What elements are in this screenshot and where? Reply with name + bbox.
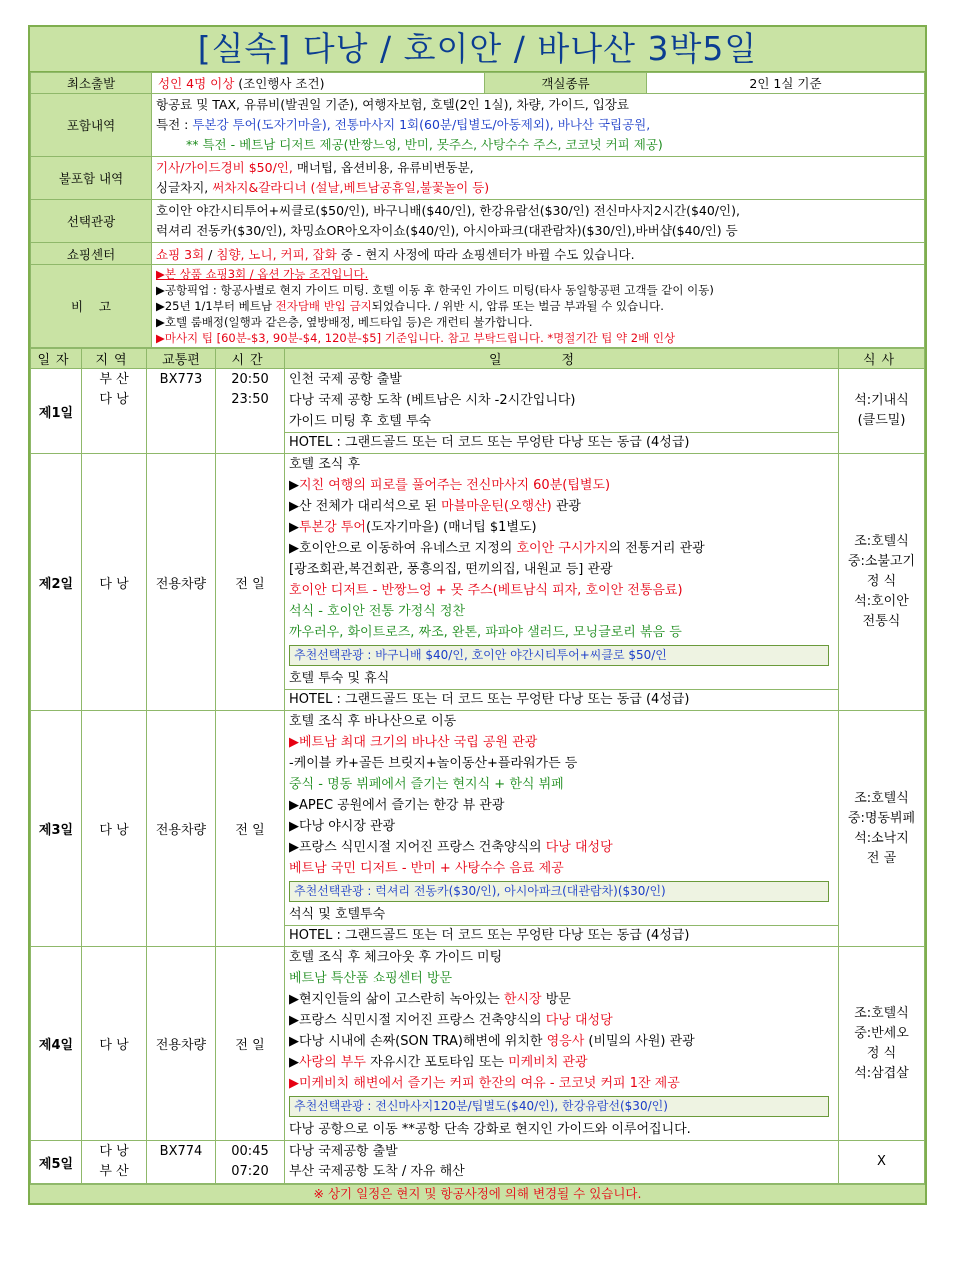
day-transport: 전용차량 [147, 711, 216, 947]
day-itinerary [285, 947, 839, 1141]
hotel-info: HOTEL : 그랜드골드 또는 더 코드 또는 무엉탄 다낭 또는 동급 (4성급) [285, 689, 838, 710]
shopping-sep: / [204, 246, 217, 262]
included-content [152, 94, 925, 157]
day-label: 제4일 [31, 947, 82, 1141]
meal-lunch: 중:소불고기 [847, 554, 916, 569]
day-row [31, 947, 925, 1141]
day-time: 전 일 [216, 947, 285, 1141]
itinerary-item: 석식 - 호이안 전통 가정식 정찬 [289, 604, 466, 619]
itinerary-item: 호텔 조식 후 체크아웃 후 가이드 미팅 [289, 950, 503, 965]
col-meal: 식사 [839, 349, 925, 369]
remark-3b: 전자담배 반입 금지 [275, 299, 372, 313]
optional-tour-label: 선택관광 [31, 200, 152, 243]
meal-note: (클드밀) [857, 413, 906, 428]
benefit-prefix: 특전 : [156, 117, 193, 132]
guide-fee: 기사/가이드경비 $50/인, [156, 160, 293, 175]
excluded-items: 매너팁, 옵션비용, 유류비변동분, [292, 160, 474, 175]
itinerary-item: 다낭 국제공항 출발 [289, 1144, 398, 1159]
included-line-3: ** 특전 - 베트남 디저트 제공(반짱느엉, 반미, 못주스, 사탕수수 주스, 코코넛 커피 제공) [186, 137, 663, 152]
remark-3a: ▶25년 1/1부터 베트남 [156, 299, 276, 313]
day-label: 제1일 [31, 369, 82, 454]
itinerary-sheet [28, 25, 927, 1205]
day-transport: BX773 [147, 369, 216, 454]
single-charge: 싱글차지, [156, 180, 213, 195]
itinerary-item: 호텔 투숙 및 휴식 [289, 671, 390, 686]
optional-line-2: 럭셔리 전동카($30/인), 차밍쇼OR아오자이쇼($40/인), 아시아파크(대관람차)($30/인),바버샵($40/인) 등 [156, 223, 738, 238]
itinerary-item: 부산 국제공항 도착 / 자유 해산 [289, 1164, 465, 1179]
day-transport: BX774 [147, 1141, 216, 1184]
itinerary-item: ▶호이안으로 이동하여 유네스코 지정의 호이안 구시가지의 전통거리 관광 [289, 541, 705, 556]
meal-breakfast: 조:호텔식 [854, 1005, 909, 1021]
meal-dinner: 석:호이안 [854, 594, 909, 609]
itinerary-item: ▶투본강 투어(도자기마을) (매너팁 $1별도) [289, 520, 537, 535]
day-region [82, 1141, 147, 1184]
day-meals [839, 454, 925, 711]
included-line-1: 항공료 및 TAX, 유류비(발권일 기준), 여행자보험, 호텔(2인 1실), 차량, 가이드, 입장료 [156, 97, 629, 112]
col-transport: 교통편 [147, 349, 216, 369]
day-region: 다 낭 [82, 947, 147, 1141]
itinerary-item: ▶다낭 시내에 손짜(SON TRA)해변에 위치한 영응사 (비밀의 사원) 관광 [289, 1034, 695, 1049]
hotel-info: HOTEL : 그랜드골드 또는 더 코드 또는 무엉탄 다낭 또는 동급 (4성급) [285, 432, 838, 453]
day-time: 전 일 [216, 711, 285, 947]
recommended-option: 추천선택관광 : 전신마사지120분/팁별도($40/인), 한강유람선($30/인) [289, 1096, 829, 1117]
recommended-option: 추천선택관광 : 바구니배 $40/인, 호이안 야간시티투어+씨클로 $50/인 [289, 645, 829, 666]
min-depart-label: 최소출발 [31, 73, 152, 94]
day-meals [839, 947, 925, 1141]
col-itinerary: 일정 [285, 349, 839, 369]
day-region: 다 낭 [82, 454, 147, 711]
meal-breakfast: 조:호텔식 [854, 534, 909, 549]
itinerary-item: 호텔 조식 후 [289, 457, 361, 472]
day-itinerary [285, 1141, 839, 1184]
page-title: [실속] 다낭 / 호이안 / 바나산 3박5일 [30, 27, 925, 72]
info-table [30, 72, 925, 348]
hotel-info: HOTEL : 그랜드골드 또는 더 코드 또는 무엉탄 다낭 또는 동급 (4성급) [285, 925, 838, 946]
remark-5: ▶마사지 팁 [60분-$3, 90분-$4, 120분-$5] 기준입니다. 참고 부탁드립니다. *명절기간 팁 약 2배 인상 [156, 331, 676, 345]
day-row [31, 369, 925, 454]
meal-dinner-2: 전 골 [866, 850, 897, 866]
itinerary-item: ▶다낭 야시장 관광 [289, 819, 396, 834]
itinerary-item: ▶지친 여행의 피로를 풀어주는 전신마사지 60분(팁별도) [289, 478, 611, 493]
remark-1: ▶본 상품 쇼핑3회 / 옵션 가능 조건입니다. [156, 267, 369, 281]
itinerary-item: 가이드 미팅 후 호텔 투숙 [289, 414, 432, 429]
day-region: 다 낭 [82, 711, 147, 947]
excluded-content [152, 157, 925, 200]
col-time: 시간 [216, 349, 285, 369]
day-time: 전 일 [216, 454, 285, 711]
itinerary-item: ▶APEC 공원에서 즐기는 한강 뷰 관광 [289, 798, 505, 813]
room-type-value: 2인 1실 기준 [647, 73, 925, 94]
itinerary-item: 호텔 조식 후 바나산으로 이동 [289, 714, 457, 729]
optional-tour-content [152, 200, 925, 243]
day-transport: 전용차량 [147, 454, 216, 711]
meal-lunch-2: 정 식 [866, 574, 897, 589]
col-day: 일자 [31, 349, 82, 369]
day-label: 제2일 [31, 454, 82, 711]
day-row [31, 454, 925, 711]
region-to: 부 산 [99, 1164, 129, 1179]
itinerary-item: ▶사랑의 부두 자유시간 포토타임 또는 미케비치 관광 [289, 1055, 588, 1070]
meal-lunch: 중:명동뷔페 [847, 810, 916, 826]
optional-line-1: 호이안 야간시티투어+씨클로($50/인), 바구니배($40/인), 한강유람선($30/인) 전신마사지2시간($40/인), [156, 203, 740, 218]
itinerary-item: ▶미케비치 해변에서 즐기는 커피 한잔의 여유 - 코코넛 커피 1잔 제공 [289, 1076, 680, 1091]
region-from: 다 낭 [99, 1144, 129, 1159]
room-type-label: 객실종류 [485, 73, 647, 94]
included-line-2 [156, 115, 920, 135]
min-depart-note: (조인행사 조건) [238, 76, 325, 91]
day-label: 제5일 [31, 1141, 82, 1184]
remarks-content [152, 265, 925, 348]
benefit-list: 투본강 투어(도자기마을), 전통마사지 1회(60분/팁별도/아동제외), 바나산 국립공원, [192, 117, 651, 132]
itinerary-item: ▶프랑스 식민시절 지어진 프랑스 건축양식의 다낭 대성당 [289, 1013, 613, 1028]
shopping-note: 중 - 현지 사정에 따라 쇼핑센터가 바뀔 수도 있습니다. [336, 246, 635, 262]
time-depart: 00:45 [231, 1144, 269, 1159]
remarks-label: 비 고 [31, 265, 152, 348]
remark-2: ▶공항픽업 : 항공사별로 현지 가이드 미팅. 호텔 이동 후 한국인 가이드 미팅(타사 동일항공편 고객들 같이 이동) [156, 283, 714, 297]
meal-breakfast: 조:호텔식 [854, 790, 909, 806]
meal-dinner: 석:기내식 [854, 393, 909, 408]
itinerary-item: 까우러우, 화이트로즈, 짜조, 완톤, 파파야 샐러드, 모닝글로리 볶음 등 [289, 625, 682, 640]
itinerary-item: 호이안 디저트 - 반짱느엉 + 못 주스(베트남식 피자, 호이안 전통음료) [289, 583, 683, 598]
itinerary-item: ▶현지인들의 삶이 고스란히 녹아있는 한시장 방문 [289, 992, 571, 1007]
itinerary-item: [광조회관,복건회관, 풍흥의집, 떤끼의집, 내원교 등] 관광 [289, 562, 613, 577]
day-time [216, 1141, 285, 1184]
day-itinerary [285, 711, 839, 947]
meal-lunch-2: 정 식 [866, 1045, 897, 1061]
meal-dinner: 석:삼겹살 [854, 1065, 909, 1081]
min-depart-value [152, 73, 485, 94]
region-to: 다 낭 [99, 392, 129, 407]
day-meals [839, 369, 925, 454]
day-itinerary [285, 369, 839, 454]
itinerary-item: ▶프랑스 식민시절 지어진 프랑스 건축양식의 다낭 대성당 [289, 840, 613, 855]
excluded-label: 불포함 내역 [31, 157, 152, 200]
shopping-count: 쇼핑 3회 [156, 246, 205, 262]
remark-3 [156, 298, 920, 314]
day-label: 제3일 [31, 711, 82, 947]
itinerary-item: 인천 국제 공항 출발 [289, 372, 402, 387]
region-from: 부 산 [99, 372, 129, 387]
day-itinerary [285, 454, 839, 711]
itinerary-item: 다낭 국제 공항 도착 (베트남은 시차 -2시간입니다) [289, 393, 576, 408]
day-transport: 전용차량 [147, 947, 216, 1141]
day-meals [839, 711, 925, 947]
itinerary-item: 석식 및 호텔투숙 [289, 907, 386, 922]
included-label: 포함내역 [31, 94, 152, 157]
itinerary-item: 중식 - 명동 뷔페에서 즐기는 현지식 + 한식 뷔페 [289, 777, 564, 792]
meal-dinner: 석:소낙지 [854, 830, 909, 846]
shopping-items: 침향, 노니, 커피, 잡화 [216, 246, 337, 262]
itinerary-item: 베트남 특산품 쇼핑센터 방문 [289, 971, 453, 986]
itinerary-item: ▶산 전체가 대리석으로 된 마블마운틴(오행산) 관광 [289, 499, 581, 514]
shopping-label: 쇼핑센터 [31, 243, 152, 265]
footer-notice: ※ 상기 일정은 현지 및 항공사정에 의해 변경될 수 있습니다. [30, 1184, 925, 1203]
day-meals: X [839, 1141, 925, 1184]
day-row [31, 711, 925, 947]
day-region [82, 369, 147, 454]
meal-lunch: 중:반세오 [854, 1025, 909, 1041]
day-row [31, 1141, 925, 1184]
time-depart: 20:50 [231, 372, 269, 387]
meal-dinner-2: 전통식 [862, 614, 901, 629]
itinerary-item: 베트남 국민 디저트 - 반미 + 사탕수수 음료 제공 [289, 861, 564, 876]
remark-3c: 되었습니다. / 위반 시, 압류 또는 벌금 부과될 수 있습니다. [371, 299, 664, 313]
itinerary-item: 다낭 공항으로 이동 **공항 단속 강화로 현지인 가이드와 이루어집니다. [289, 1122, 691, 1137]
shopping-content [152, 243, 925, 265]
min-depart-count: 성인 4명 이상 [158, 76, 235, 91]
recommended-option: 추천선택관광 : 럭셔리 전동카($30/인), 아시아파크(대관람차)($30/인) [289, 881, 829, 902]
itinerary-item: ▶베트남 최대 크기의 바나산 국립 공원 관광 [289, 735, 538, 750]
time-arrive: 23:50 [231, 392, 269, 407]
remark-4: ▶호텔 룸배정(일행과 같은층, 옆방배정, 베드타입 등)은 개런티 불가합니다. [156, 315, 533, 329]
schedule-table [30, 348, 925, 1184]
itinerary-item: -케이블 카+골든 브릿지+놀이동산+플라워가든 등 [289, 756, 578, 771]
day-time [216, 369, 285, 454]
col-region: 지역 [82, 349, 147, 369]
surcharge-gala: 써차지&갈라디너 (설날,베트남공휴일,불꽃놀이 등) [212, 180, 490, 195]
time-arrive: 07:20 [231, 1164, 269, 1179]
